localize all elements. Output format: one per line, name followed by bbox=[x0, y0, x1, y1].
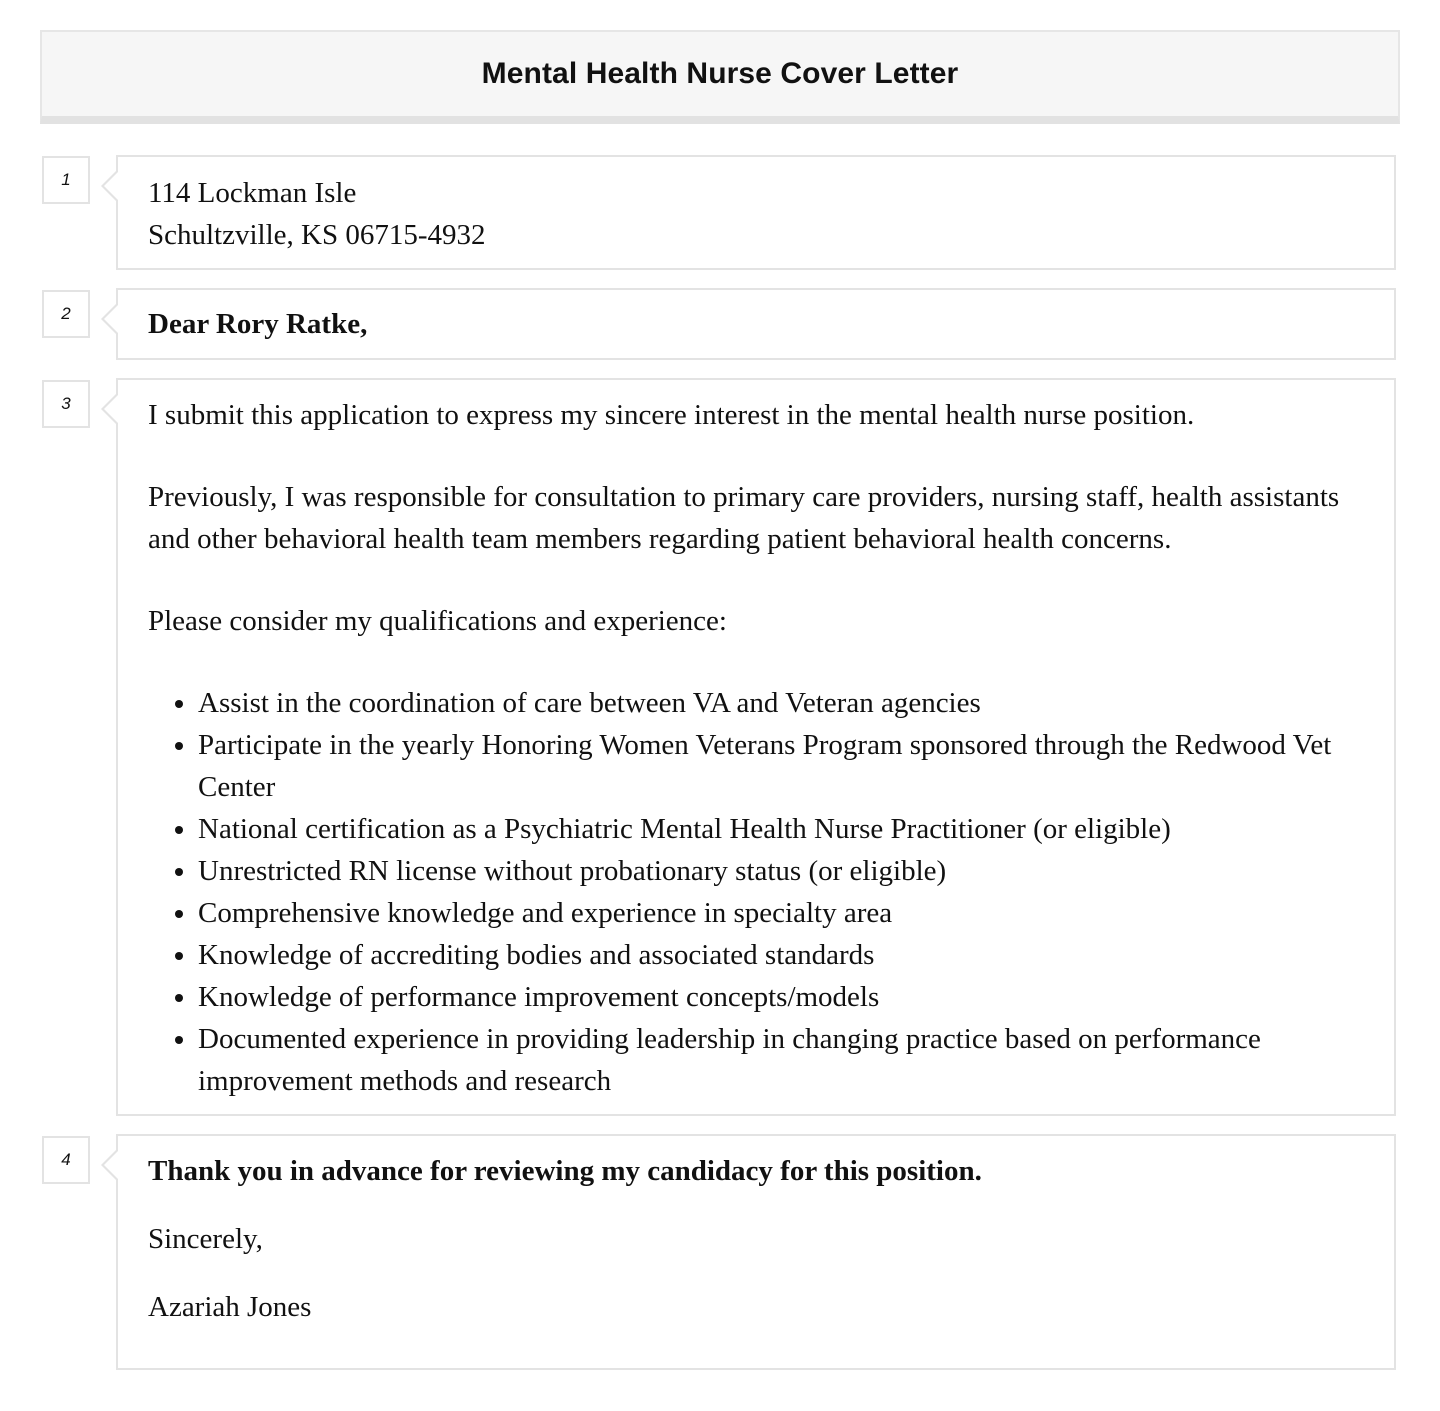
page-title: Mental Health Nurse Cover Letter bbox=[481, 57, 959, 90]
closing-line: Thank you in advance for reviewing my candidacy for this position. bbox=[148, 1155, 982, 1187]
list-item: • Documented experience in providing leadership in changing practice based on performance improvement methods and research bbox=[198, 1018, 1364, 1102]
section-salutation bbox=[116, 288, 1396, 360]
section-closing bbox=[116, 1134, 1396, 1370]
qualifications-list bbox=[148, 682, 1364, 1102]
section-number-2: 2 bbox=[42, 290, 90, 338]
address-line-1: 114 Lockman Isle bbox=[148, 177, 357, 209]
list-item: • Participate in the yearly Honoring Women Veterans Program sponsored through the Redwood Vet Center bbox=[198, 724, 1364, 808]
list-item: • Assist in the coordination of care between VA and Veteran agencies bbox=[198, 682, 1364, 724]
section-address bbox=[116, 155, 1396, 270]
section-body bbox=[116, 378, 1396, 1116]
signoff: Sincerely, bbox=[148, 1223, 263, 1255]
section-number-3: 3 bbox=[42, 380, 90, 428]
experience-paragraph: Previously, I was responsible for consultation to primary care providers, nursing staff, health assistants and other behavioral health team members regarding patient behavioral health concerns. bbox=[148, 481, 1340, 555]
section-number-1: 1 bbox=[42, 156, 90, 204]
address-line-2: Schultzville, KS 06715-4932 bbox=[148, 219, 486, 251]
list-item: • National certification as a Psychiatric Mental Health Nurse Practitioner (or eligible) bbox=[198, 808, 1364, 850]
list-item: • Comprehensive knowledge and experience in specialty area bbox=[198, 892, 1364, 934]
signature-name: Azariah Jones bbox=[148, 1291, 312, 1323]
document-header bbox=[40, 30, 1400, 124]
intro-paragraph: I submit this application to express my sincere interest in the mental health nurse position. bbox=[148, 399, 1195, 431]
qualifications-intro: Please consider my qualifications and experience: bbox=[148, 605, 727, 637]
list-item: • Knowledge of performance improvement concepts/models bbox=[198, 976, 1364, 1018]
salutation: Dear Rory Ratke, bbox=[148, 308, 368, 340]
list-item: • Unrestricted RN license without probationary status (or eligible) bbox=[198, 850, 1364, 892]
list-item: • Knowledge of accrediting bodies and associated standards bbox=[198, 934, 1364, 976]
section-number-4: 4 bbox=[42, 1136, 90, 1184]
